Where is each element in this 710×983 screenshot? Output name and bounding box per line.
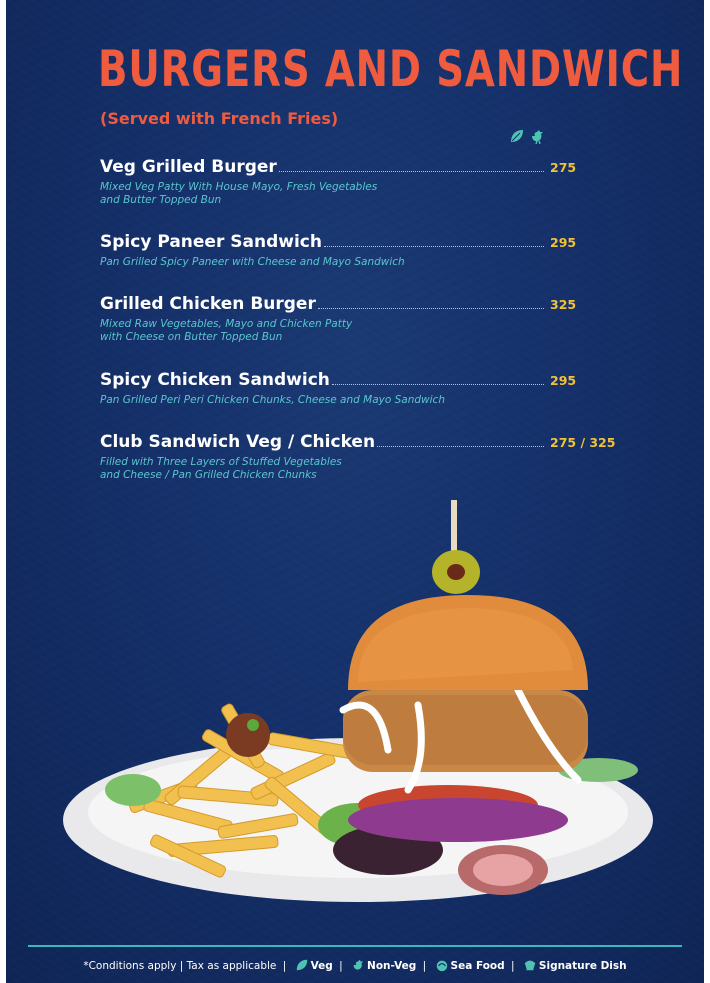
- footer-divider: [28, 945, 682, 947]
- description-line: and Cheese / Pan Grilled Chicken Chunks: [100, 469, 317, 481]
- leader-dots: [324, 246, 544, 247]
- menu-item-price: 275 / 325: [550, 435, 616, 450]
- menu-item-price: 295: [550, 235, 577, 250]
- conditions-text: *Conditions apply | Tax as applicable: [83, 960, 277, 972]
- menu-item-name: Spicy Paneer Sandwich: [100, 232, 322, 252]
- legend-label: Veg: [310, 960, 333, 972]
- legend-label: Non-Veg: [367, 960, 417, 972]
- menu-item-description: [100, 394, 540, 407]
- description-line: Mixed Veg Patty With House Mayo, Fresh Vegetables: [100, 181, 378, 193]
- description-line: and Butter Topped Bun: [100, 194, 222, 206]
- separator: |: [339, 960, 343, 972]
- legend-label: Signature Dish: [538, 960, 627, 972]
- legend-label: Sea Food: [450, 960, 505, 972]
- menu-item: [100, 432, 620, 482]
- sea-food-icon: [435, 958, 449, 972]
- menu-item-name: Grilled Chicken Burger: [100, 294, 316, 314]
- burger-and-fries-photo: [58, 490, 658, 920]
- leader-dots: [279, 171, 544, 172]
- non-veg-chicken-icon: [529, 128, 545, 144]
- menu-item-price: 295: [550, 373, 577, 388]
- menu-item-description: [100, 256, 500, 269]
- menu-item-description: [100, 318, 430, 344]
- leader-dots: [377, 446, 544, 447]
- description-line: Pan Grilled Spicy Paneer with Cheese and Mayo Sandwich: [100, 256, 405, 268]
- description-line: Mixed Raw Vegetables, Mayo and Chicken Patty: [100, 318, 353, 330]
- menu-page: [6, 0, 704, 983]
- menu-item: [100, 157, 620, 207]
- menu-item-name: Spicy Chicken Sandwich: [100, 370, 330, 390]
- separator: |: [282, 960, 287, 972]
- description-line: Filled with Three Layers of Stuffed Vegetables: [100, 456, 342, 468]
- menu-item-description: [100, 456, 430, 482]
- veg-leaf-icon: [509, 128, 525, 144]
- menu-item-description: [100, 181, 430, 207]
- leader-dots: [332, 384, 544, 385]
- signature-dish-icon: [523, 958, 537, 972]
- menu-item: [100, 232, 620, 269]
- menu-item: [100, 370, 620, 407]
- separator: |: [422, 960, 427, 972]
- non-veg-chicken-icon: [351, 958, 365, 972]
- description-line: Pan Grilled Peri Peri Chicken Chunks, Cheese and Mayo Sandwich: [100, 394, 445, 406]
- menu-item-price: 325: [550, 297, 577, 312]
- veg-leaf-icon: [295, 958, 309, 972]
- page-title: BURGERS AND SANDWICH: [98, 40, 684, 98]
- menu-item-price: 275: [550, 160, 577, 175]
- menu-item: [100, 294, 620, 344]
- description-line: with Cheese on Butter Topped Bun: [100, 331, 283, 343]
- leader-dots: [318, 308, 544, 309]
- menu-item-name: Veg Grilled Burger: [100, 157, 277, 177]
- column-icons: [509, 128, 545, 144]
- separator: |: [511, 960, 515, 972]
- page-subtitle: (Served with French Fries): [100, 109, 339, 128]
- footer-legend: [6, 958, 704, 972]
- menu-item-name: Club Sandwich Veg / Chicken: [100, 432, 376, 452]
